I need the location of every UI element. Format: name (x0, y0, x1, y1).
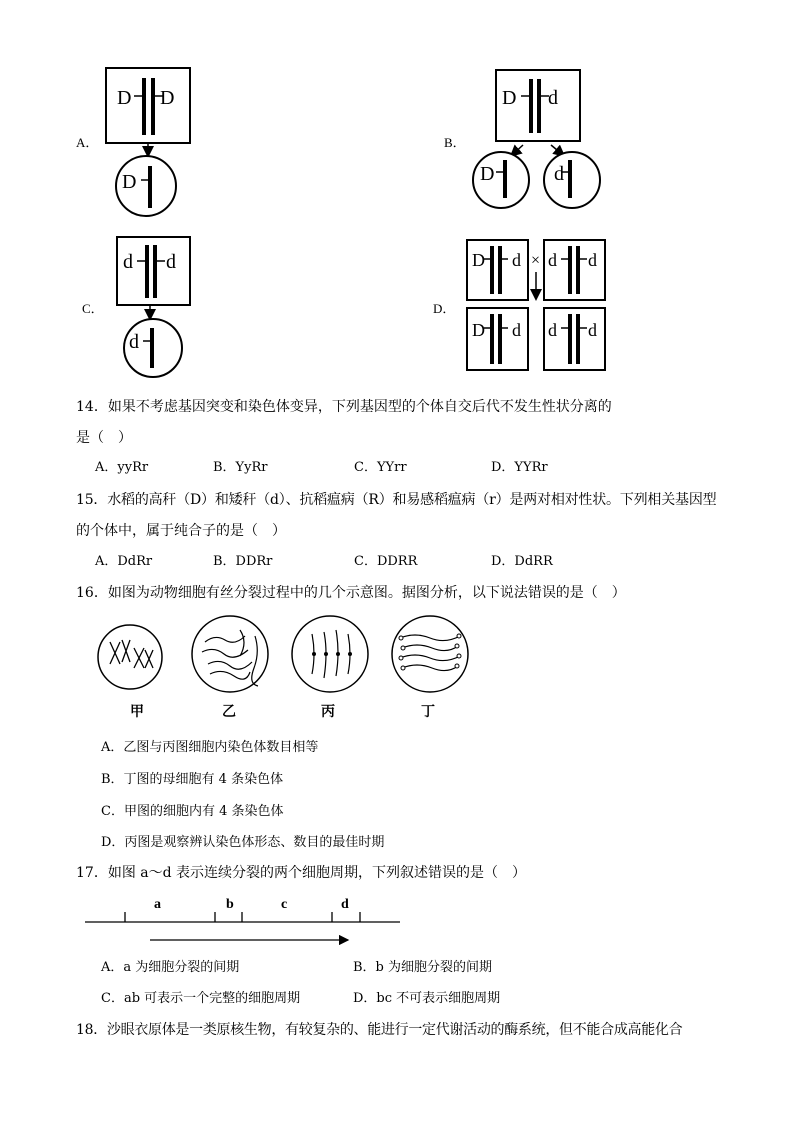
q13-d-box2-right-allele: d (588, 250, 597, 270)
q13-d-box-3 (467, 308, 528, 370)
q13-d-box1-right-allele: d (512, 250, 521, 270)
q16-option-d: D．丙图是观察辨认染色体形态、数目的最佳时期 (101, 835, 385, 850)
q15-stem-line2: 的个体中，属于纯合子的是（ ） (76, 523, 286, 539)
q16-cell-jia (98, 625, 162, 689)
q13-c-bottom-allele: d (129, 331, 139, 353)
q17-stem: 17．如图 a～d 表示连续分裂的两个细胞周期，下列叙述错误的是（ ） (76, 865, 527, 881)
q17-segment-b: b (226, 897, 234, 912)
q15-option-d: D．DdRR (491, 554, 553, 569)
q17-segment-c: c (281, 897, 288, 912)
q16-label-yi: 乙 (222, 704, 236, 720)
q13-figure (0, 0, 794, 390)
q13-d-box4-right-allele: d (588, 320, 597, 340)
q17-option-b: B．b 为细胞分裂的间期 (353, 960, 493, 975)
q13-b-arrow-left (512, 145, 523, 155)
q13-option-d-label: D． (433, 301, 456, 316)
q14-stem-line1: 14．如果不考虑基因突变和染色体变异，下列基因型的个体自交后代不发生性状分离的 (76, 399, 612, 415)
q13-b-bottom-right-allele: d (554, 163, 564, 185)
q14-stem-line2: 是（ ） (76, 430, 132, 446)
q16-option-c: C．甲图的细胞内有 4 条染色体 (101, 804, 284, 819)
q13-b-daughter-cell-left (473, 152, 529, 208)
q13-b-parent-cell (496, 70, 580, 141)
q13-d-box3-left-allele: D (472, 320, 485, 340)
q13-option-a-label: A． (76, 135, 99, 150)
q13-b-bottom-left-allele: D (480, 163, 495, 185)
q17-segment-d: d (341, 897, 349, 912)
q17-segment-a: a (154, 897, 161, 912)
q13-a-top-right-allele: D (160, 87, 175, 109)
q16-cell-bing (292, 616, 368, 692)
q14-option-b: B．YyRr (213, 460, 268, 475)
q13-d-box-4 (544, 308, 605, 370)
q15-option-a: A．DdRr (95, 554, 153, 569)
q17-option-a: A．a 为细胞分裂的间期 (101, 960, 240, 975)
q13-d-box-1 (467, 240, 528, 300)
q13-a-top-left-allele: D (117, 87, 132, 109)
q13-a-parent-cell (106, 68, 190, 143)
q13-option-c-label: C． (82, 301, 104, 316)
q13-d-cross-symbol: × (531, 252, 541, 269)
q14-option-d: D．YYRr (491, 460, 548, 475)
q17-option-c: C．ab 可表示一个完整的细胞周期 (101, 991, 301, 1006)
q13-c-top-left-allele: d (123, 251, 133, 273)
q14-option-a: A．yyRr (95, 460, 149, 475)
q16-label-jia: 甲 (130, 704, 144, 720)
q13-d-box2-left-allele: d (548, 250, 557, 270)
q13-b-top-right-allele: d (548, 87, 558, 109)
q13-d-box4-left-allele: d (548, 320, 557, 340)
q16-cell-diagrams (90, 612, 480, 702)
q13-c-daughter-cell (124, 319, 182, 377)
q17-option-d: D．bc 不可表示细胞周期 (353, 991, 501, 1006)
q16-option-a: A．乙图与丙图细胞内染色体数目相等 (101, 740, 319, 755)
q16-stem: 16．如图为动物细胞有丝分裂过程中的几个示意图。据图分析，以下说法错误的是（ ） (76, 585, 626, 601)
q16-option-b: B．丁图的母细胞有 4 条染色体 (101, 772, 284, 787)
q16-cell-ding (392, 616, 468, 692)
q13-c-parent-cell (117, 237, 190, 305)
q13-d-box3-right-allele: d (512, 320, 521, 340)
q13-option-b-label: B． (444, 135, 466, 150)
q17-cell-cycle-line (80, 892, 410, 952)
q16-label-ding: 丁 (421, 704, 435, 720)
q13-d-box-2 (544, 240, 605, 300)
q15-option-b: B．DDRr (213, 554, 273, 569)
q13-a-daughter-cell (116, 156, 176, 216)
q18-stem: 18．沙眼衣原体是一类原核生物，有较复杂的、能进行一定代谢活动的酶系统，但不能合成高能化合 (76, 1022, 683, 1038)
q16-label-bing: 丙 (321, 704, 335, 720)
q14-option-c: C．YYrr (354, 460, 407, 475)
q15-option-c: C．DDRR (354, 554, 418, 569)
q15-stem-line1: 15．水稻的高秆（D）和矮秆（d）、抗稻瘟病（R）和易感稻瘟病（r）是两对相对性状。下列相关基因型 (76, 492, 717, 508)
q13-b-top-left-allele: D (502, 87, 517, 109)
q16-cell-yi (192, 616, 268, 692)
q13-b-daughter-cell-right (544, 152, 600, 208)
q13-a-bottom-allele: D (122, 171, 137, 193)
q13-c-top-right-allele: d (166, 251, 176, 273)
q13-d-box1-left-allele: D (472, 250, 485, 270)
